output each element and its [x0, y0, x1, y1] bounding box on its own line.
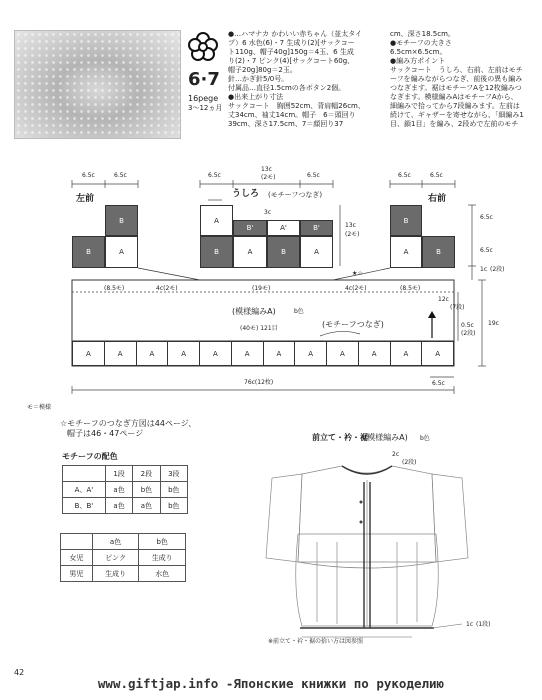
motif-left-b-top: B — [105, 205, 138, 236]
col1-line: プ）6 水色(6)・7 生成り(2)[サックコー — [228, 39, 355, 47]
motif-back-a3: A — [300, 236, 333, 268]
dim-3c: 3c — [264, 209, 272, 216]
motif-right-a: A — [390, 236, 422, 268]
hem-motif-a: A — [200, 341, 232, 366]
seg-4: 4c(2モ) — [345, 285, 367, 292]
hem-motif-row — [72, 341, 454, 366]
table-cell: 3段 — [160, 466, 187, 482]
table-cell: B、B' — [63, 498, 106, 514]
note-line-1: ☆モチーフのつなぎ方図は44ページ、 — [60, 419, 197, 428]
motif-back-a2: A — [233, 236, 267, 268]
col1-line: ●…ハマナカ かわいい赤ちゃん（並太タイ — [228, 30, 363, 38]
col2-line: 目、鎖1目」を編み、2段めで左前のモチ — [390, 120, 519, 128]
col1-line: ●出来上がり寸法 — [228, 93, 284, 101]
hem-motif-a: A — [391, 341, 423, 366]
edging-footnote: ※前立て・衿・裾の拾い方は図参照 — [268, 638, 364, 645]
hem-motif-a: A — [422, 341, 454, 366]
col1-line: 帽子20g]80g＝2玉。 — [228, 66, 297, 74]
dim-right-1: 6.5c — [398, 172, 411, 179]
col2-line: cm、深さ18.5cm。 — [390, 30, 455, 38]
dim-05c: 0.5c — [461, 322, 474, 329]
col2-line: 6.5cm×6.5cm。 — [390, 48, 447, 56]
hem-motif-a: A — [264, 341, 296, 366]
edging-1dan: (1段) — [476, 621, 491, 628]
table1-title: モチーフの配色 — [62, 452, 118, 461]
table-cell: 生成り — [92, 566, 139, 582]
col1-line: 針…かぎ針5/0号。 — [228, 75, 289, 83]
motif-join-label: (モチーフつなぎ) — [322, 320, 384, 329]
dim-right-65c-a: 6.5c — [480, 214, 493, 221]
motif-back-bp1: B' — [233, 220, 267, 236]
table-cell: b色 — [139, 534, 186, 550]
pege-label: 16pege — [188, 94, 219, 103]
note-line-2: 帽子は46・47ページ — [67, 429, 144, 438]
motif-color-table — [62, 465, 188, 514]
edging-2c: 2c — [392, 451, 400, 458]
motif-left-a: A — [105, 236, 138, 268]
table-cell: b色 — [133, 482, 160, 498]
dim-back-2: 6.5c — [307, 172, 320, 179]
table-row — [61, 566, 186, 582]
table-cell: 女児 — [61, 550, 93, 566]
dim-back-13c: 13c — [261, 166, 272, 173]
edging-color: b色 — [420, 435, 430, 442]
table-cell: b色 — [160, 482, 187, 498]
seg-1: (8.5モ) — [104, 285, 125, 292]
stars: ★☆ — [352, 270, 363, 277]
table-row — [63, 498, 188, 514]
dim-05c-2dan: (2段) — [461, 330, 476, 337]
table-cell: 水色 — [139, 566, 186, 582]
table-cell: 男児 — [61, 566, 93, 582]
edging-title: 前立て・衿・裾 — [312, 433, 368, 442]
table-cell: a色 — [133, 498, 160, 514]
motif-back-bp2: B' — [300, 220, 333, 236]
label-right-front: 右前 — [428, 194, 447, 204]
seg-2: 4c(2モ) — [156, 285, 178, 292]
table-cell: A、A' — [63, 482, 106, 498]
motif-left-b: B — [72, 236, 105, 268]
hem-motif-a: A — [232, 341, 264, 366]
table-row — [63, 466, 188, 482]
label-back: うしろ — [232, 189, 260, 199]
table-cell: a色 — [105, 482, 132, 498]
seg-3: (19モ) — [252, 285, 271, 292]
dim-13c-2mo: (2モ) — [345, 231, 360, 238]
dim-left-1: 6.5c — [82, 172, 95, 179]
table-cell: a色 — [92, 534, 139, 550]
table-cell: 2段 — [133, 466, 160, 482]
col1-line: 丈34cm、袖丈14cm。帽子 6＝頭回り — [228, 111, 356, 119]
rows-121: (40モ) 121目 — [240, 325, 278, 332]
dim-back-1: 6.5c — [208, 172, 221, 179]
total-width: 76c(12枚) — [244, 379, 274, 386]
hem-motif-a: A — [72, 341, 105, 366]
table-cell: ピンク — [92, 550, 139, 566]
pattern-a-color: b色 — [294, 308, 304, 315]
hem-motif-a: A — [327, 341, 359, 366]
dim-right-65c-b: 6.5c — [480, 247, 493, 254]
hem-motif-a: A — [168, 341, 200, 366]
dim-12c: 12c — [438, 296, 449, 303]
pattern-number: 6·7 — [188, 69, 220, 90]
site-watermark: www.giftjap.info -Японские книжки по рукоделию — [97, 676, 445, 691]
edging-2dan: (2段) — [402, 459, 417, 466]
label-left-front: 左前 — [76, 194, 95, 204]
dim-right-2dan: (2段) — [490, 266, 505, 273]
col1-line: 39cm、深さ17.5cm、7＝顔回り37 — [228, 120, 344, 128]
table-cell: 生成り — [139, 550, 186, 566]
table-cell — [61, 534, 93, 550]
col1-line: り(2)・7 ピンク(4)[サックコート60g、 — [228, 57, 355, 65]
col2-line: ーフを編みながらつなぎ、前後の異も編み — [390, 75, 523, 83]
edging-pattern: (模様編みA) — [364, 433, 408, 442]
col2-line: つなぎます。裾はモチーフAを12枚編みつ — [390, 84, 522, 92]
dim-back-2mo: (2モ) — [261, 174, 276, 181]
table-cell — [63, 466, 106, 482]
dim-right-2: 6.5c — [430, 172, 443, 179]
col2-line: 続けて、ギャザーを寄せながら、「細編み1 — [390, 111, 524, 119]
col1-line: 付属品…直径1.5cmの各ボタン2個。 — [228, 84, 346, 92]
seg-5: (8.5モ) — [400, 285, 421, 292]
label-back-note: (モチーフつなぎ) — [268, 191, 323, 199]
dim-7dan: (7段) — [450, 304, 465, 311]
col2-line: ●編み方ポイント — [390, 57, 446, 65]
hem-motif-a: A — [295, 341, 327, 366]
dim-65c-bottom: 6.5c — [432, 380, 445, 387]
edging-diagram — [262, 452, 492, 642]
dim-left-2: 6.5c — [114, 172, 127, 179]
table-row — [63, 482, 188, 498]
hem-motif-a: A — [137, 341, 169, 366]
child-color-table — [60, 533, 186, 582]
motif-back-b2: B — [267, 236, 300, 268]
dim-13c: 13c — [345, 222, 356, 229]
table-cell: a色 — [105, 498, 132, 514]
dim-19c: 19c — [488, 320, 499, 327]
table-cell: 1段 — [105, 466, 132, 482]
col2-line: ●モチーフの大きさ — [390, 39, 452, 47]
pattern-a-label: (模様編みA) — [232, 307, 276, 316]
motif-back-a1: A — [200, 205, 233, 236]
motif-back-b1: B — [200, 236, 233, 268]
dim-right-1c: 1c — [480, 266, 488, 273]
col1-line: サックコート 胸囲52cm、背肩幅26cm、 — [228, 102, 365, 110]
motif-right-b: B — [422, 236, 455, 268]
col2-line: なぎます。模様編みAはモチーフAから、 — [390, 93, 518, 101]
col1-line: ト110g、帽子40g]150g＝4玉、6 生成 — [228, 48, 354, 56]
table-row — [61, 534, 186, 550]
mo-note: モ＝模様 — [27, 404, 52, 411]
motif-right-b-top: B — [390, 205, 422, 236]
hem-motif-a: A — [105, 341, 137, 366]
table-row — [61, 550, 186, 566]
col2-line: 細編みで拾ってから7段編みます。左前は — [390, 102, 520, 110]
table-cell: b色 — [160, 498, 187, 514]
hem-motif-a: A — [359, 341, 391, 366]
edging-1c: 1c — [466, 621, 474, 628]
motif-back-ap: A' — [267, 220, 300, 236]
page-number: 42 — [14, 668, 25, 677]
age-range: 3〜12ヵ月 — [188, 104, 223, 112]
col2-line: サックコート うしろ、右前、左前はモチ — [390, 66, 523, 74]
